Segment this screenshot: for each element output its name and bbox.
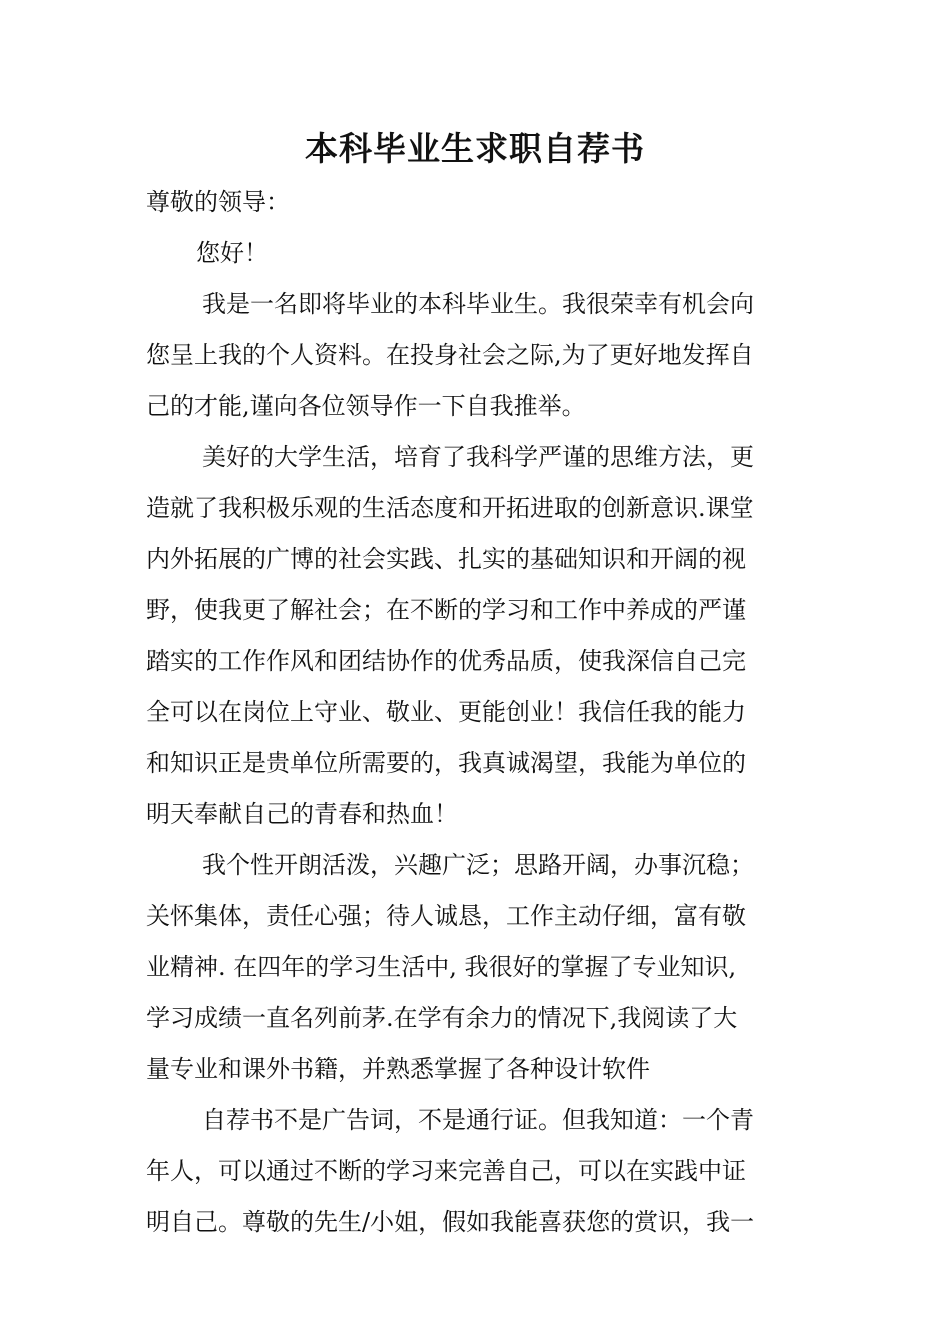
paragraph-4-line-3: 明自己。尊敬的先生/小姐，假如我能喜获您的赏识，我一 [146, 1208, 755, 1236]
paragraph-1-line-1: 我是一名即将毕业的本科毕业生。我很荣幸有机会向 [202, 290, 754, 318]
letter-body [146, 177, 810, 1248]
document-title: 本科毕业生求职自荐书 [305, 129, 645, 168]
paragraph-1-line-3: 己的才能,谨向各位领导作一下自我推举。 [146, 392, 586, 420]
paragraph-4-line-2: 年人，可以通过不断的学习来完善自己，可以在实践中证 [146, 1157, 746, 1185]
paragraph-2-line-3: 内外拓展的广博的社会实践、扎实的基础知识和开阔的视 [146, 545, 746, 573]
paragraph-2-line-7: 和知识正是贵单位所需要的，我真诚渴望，我能为单位的 [146, 749, 746, 777]
paragraph-2-line-1: 美好的大学生活，培育了我科学严谨的思维方法，更 [202, 443, 754, 471]
paragraph-3-line-5: 量专业和课外书籍，并熟悉掌握了各种设计软件 [146, 1055, 650, 1083]
paragraph-2-line-4: 野，使我更了解社会；在不断的学习和工作中养成的严谨 [146, 596, 746, 624]
greeting: 您好！ [196, 239, 268, 267]
paragraph-3-line-4: 学习成绩一直名列前茅.在学有余力的情况下,我阅读了大 [146, 1004, 738, 1032]
paragraph-2-line-5: 踏实的工作作风和团结协作的优秀品质，使我深信自己完 [146, 647, 746, 675]
paragraph-2-line-6: 全可以在岗位上守业、敬业、更能创业！我信任我的能力 [146, 698, 746, 726]
paragraph-3-line-2: 关怀集体，责任心强；待人诚恳，工作主动仔细，富有敬 [146, 902, 746, 930]
salutation: 尊敬的领导： [146, 188, 290, 216]
paragraph-1-line-2: 您呈上我的个人资料。在投身社会之际,为了更好地发挥自 [146, 341, 754, 369]
paragraph-4-line-1: 自荐书不是广告词，不是通行证。但我知道：一个青 [202, 1106, 754, 1134]
paragraph-2-line-8: 明天奉献自己的青春和热血！ [146, 800, 458, 828]
paragraph-3-line-1: 我个性开朗活泼，兴趣广泛；思路开阔，办事沉稳； [202, 851, 754, 879]
paragraph-2-line-2: 造就了我积极乐观的生活态度和开拓进取的创新意识.课堂 [146, 494, 754, 522]
paragraph-3-line-3: 业精神. 在四年的学习生活中, 我很好的掌握了专业知识, [146, 953, 737, 981]
